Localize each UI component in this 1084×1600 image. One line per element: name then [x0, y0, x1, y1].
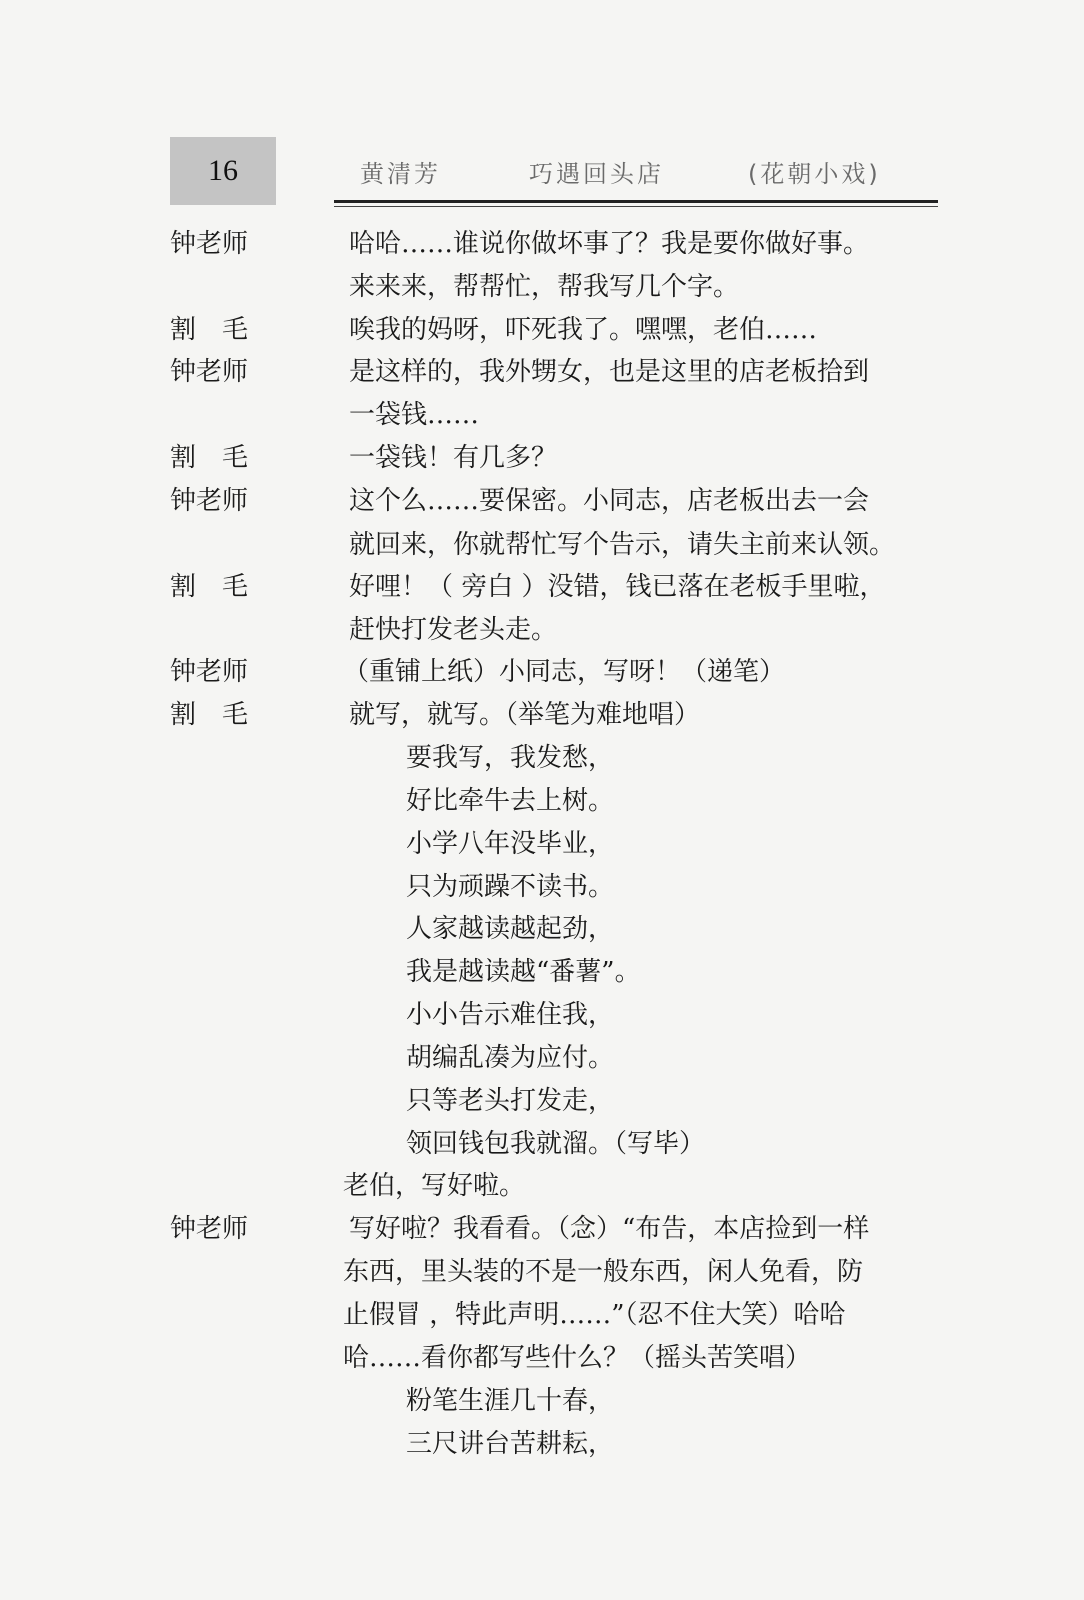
dialogue-line: 止假冒 ，特此声明……”（忍不住大笑）哈哈	[343, 1300, 846, 1330]
dialogue-line: 唉我的妈呀，吓死我了。嘿嘿，老伯……	[349, 315, 818, 345]
dialogue-line: 写好啦？我看看。（念）“布告，本店捡到一样	[349, 1214, 870, 1244]
speaker-label: 钟老师	[170, 1214, 249, 1244]
dialogue-line: 东西，里头装的不是一般东西，闲人免看，防	[343, 1257, 864, 1287]
dialogue-line: 哈……看你都写些什么？（摇头苦笑唱）	[343, 1343, 812, 1373]
dialogue-line: 好哩！（ 旁白 ）没错，钱已落在老板手里啦，	[349, 572, 886, 602]
dialogue-line: 老伯，写好啦。	[343, 1171, 526, 1201]
verse-line: 小小告示难住我，	[406, 1000, 615, 1030]
header-genre: (花朝小戏)	[748, 160, 881, 188]
verse-line: 小学八年没毕业，	[406, 829, 615, 859]
dialogue-line: 赶快打发老头走。	[349, 615, 558, 645]
verse-line: 人家越读越起劲，	[406, 914, 615, 944]
verse-line: 好比牵牛去上树。	[406, 786, 615, 816]
speaker-label: 割 毛	[170, 443, 249, 473]
header-title: 巧遇回头店	[529, 160, 664, 188]
verse-line: 领回钱包我就溜。（写毕）	[406, 1129, 706, 1159]
speaker-label: 钟老师	[170, 229, 249, 259]
speaker-label: 割 毛	[170, 572, 249, 602]
verse-line: 粉笔生涯几十春，	[406, 1386, 615, 1416]
verse-line: 三尺讲台苦耕耘，	[406, 1429, 615, 1459]
dialogue-line: 一袋钱！有几多？	[349, 443, 558, 473]
dialogue-line: 是这样的，我外甥女，也是这里的店老板拾到	[349, 357, 870, 387]
verse-line: 只为顽躁不读书。	[406, 872, 615, 902]
speaker-label: 割 毛	[170, 700, 249, 730]
verse-line: 要我写，我发愁，	[406, 743, 615, 773]
speaker-label: 割 毛	[170, 315, 249, 345]
page-number: 16	[170, 137, 276, 205]
dialogue-line: （重铺上纸）小同志，写呀！（递笔）	[343, 657, 786, 687]
verse-line: 胡编乱凑为应付。	[406, 1043, 615, 1073]
dialogue-line: 就回来，你就帮忙写个告示，请失主前来认领。	[349, 530, 896, 560]
dialogue-line: 哈哈……谁说你做坏事了？我是要你做好事。	[349, 229, 870, 259]
speaker-label: 钟老师	[170, 657, 249, 687]
speaker-label: 钟老师	[170, 486, 249, 516]
dialogue-line: 就写，就写。（举笔为难地唱）	[349, 700, 701, 730]
verse-line: 我是越读越“番薯”。	[406, 957, 641, 987]
header-author: 黄清芳	[360, 160, 441, 188]
verse-line: 只等老头打发走，	[406, 1086, 615, 1116]
dialogue-line: 来来来，帮帮忙，帮我写几个字。	[349, 272, 740, 302]
dialogue-line: 一袋钱……	[349, 400, 480, 430]
speaker-label: 钟老师	[170, 357, 249, 387]
dialogue-line: 这个么……要保密。小同志，店老板出去一会	[349, 486, 870, 516]
